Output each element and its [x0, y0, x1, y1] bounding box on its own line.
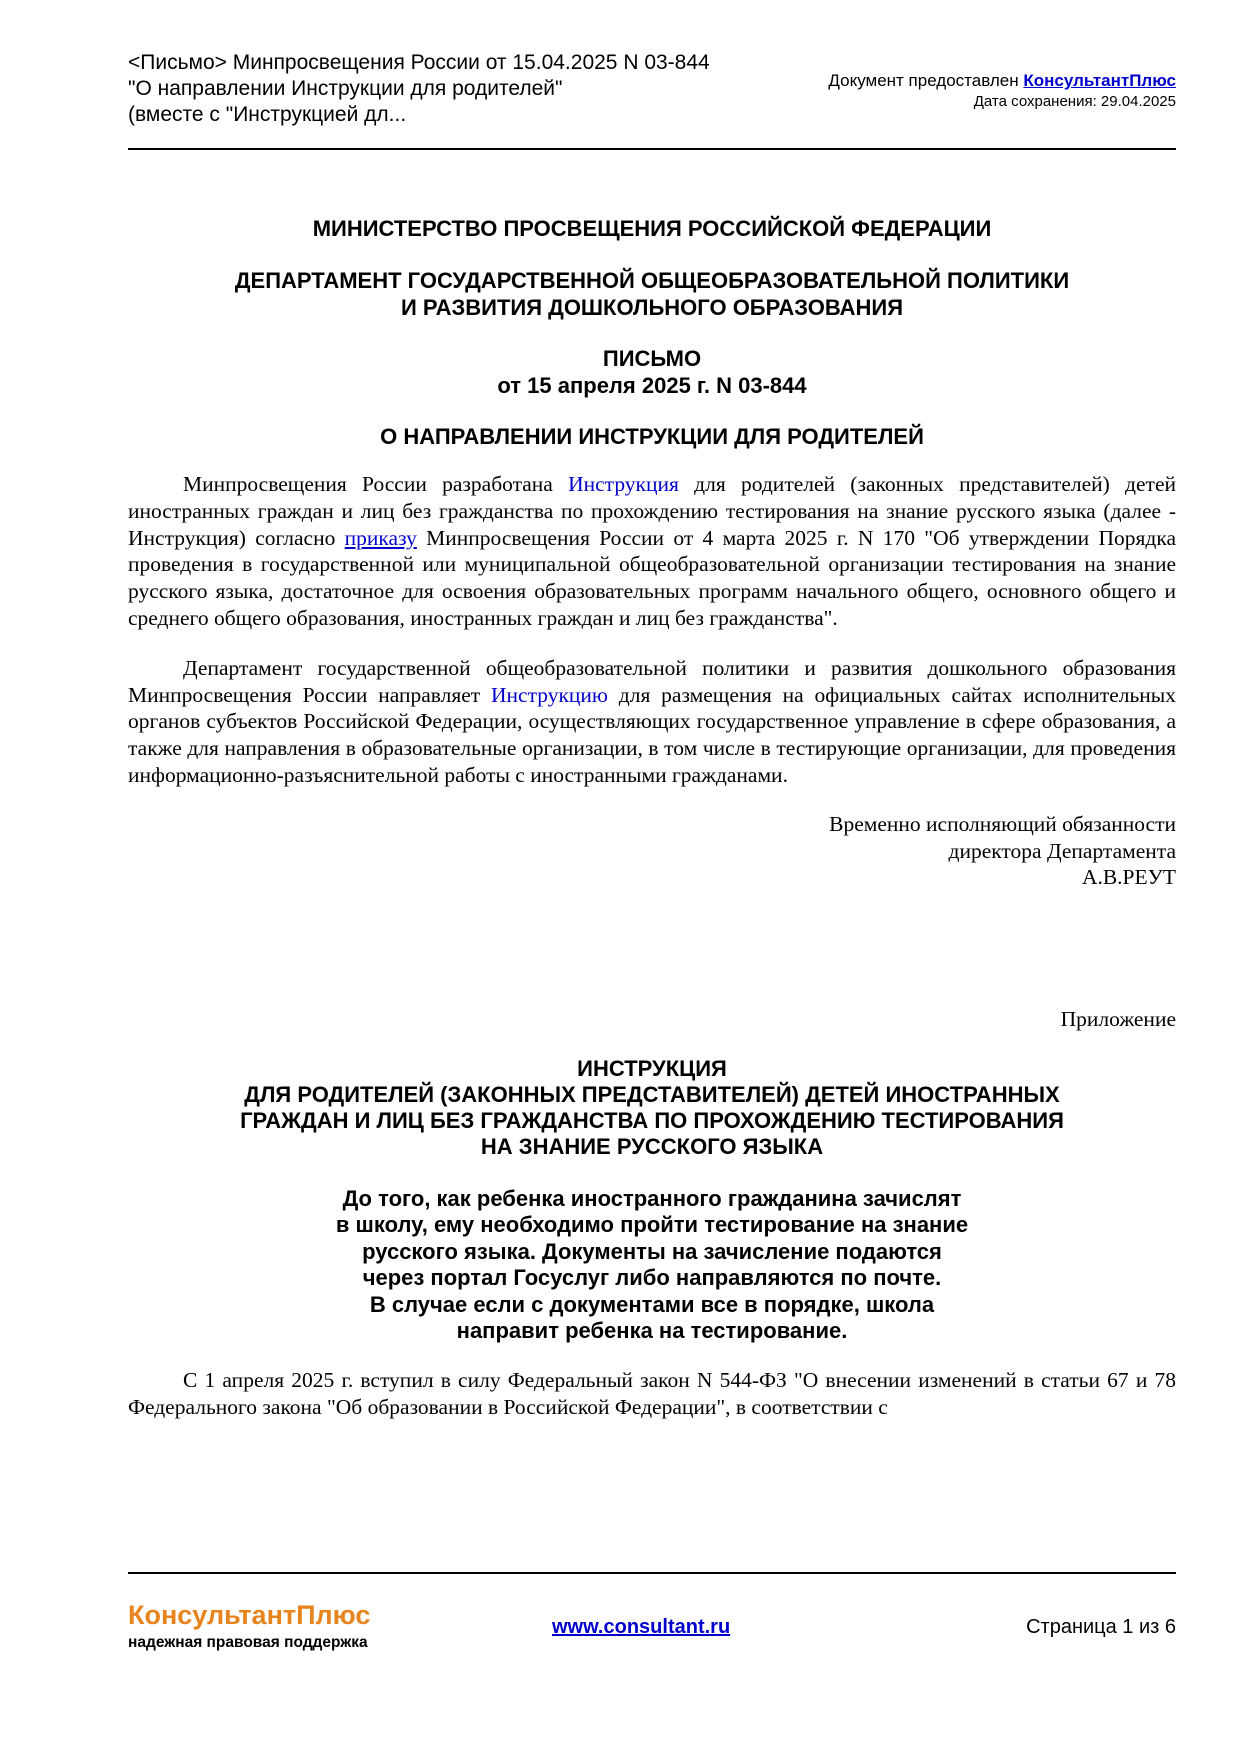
brand-logo: КонсультантПлюс [128, 1600, 371, 1630]
paragraph-text: для родителей (законных представителей) детей иностранных граждан и лиц без гражданства по прохождению тестирования на знание русского языка (далее - Инструкция) согласно [128, 472, 1176, 550]
brand-tagline: надежная правовая поддержка [128, 1634, 368, 1651]
letter-date: от 15 апреля 2025 г. N 03-844 [497, 373, 807, 398]
paragraph-text: Департамент государственной общеобразовательной политики и развития дошкольного образования Минпросвещения России направляет [128, 655, 1176, 707]
paragraph-2 [128, 655, 1176, 789]
provider-info [828, 70, 1176, 112]
letter-subject: О НАПРАВЛЕНИИ ИНСТРУКЦИИ ДЛЯ РОДИТЕЛЕЙ [380, 424, 924, 449]
paragraph-3: С 1 апреля 2025 г. вступил в силу Федеральный закон N 544-ФЗ "О внесении изменений в статьи 67 и 78 Федерального закона "Об образовании в Российской Федерации", в соответствии с [128, 1367, 1176, 1419]
instruction-title [128, 1056, 1176, 1160]
instruction-link[interactable]: Инструкцию [491, 682, 608, 707]
appendix-label: Приложение [1060, 1007, 1176, 1032]
instruction-title-line: ГРАЖДАН И ЛИЦ БЕЗ ГРАЖДАНСТВА ПО ПРОХОЖДЕНИЮ ТЕСТИРОВАНИЯ [240, 1107, 1064, 1133]
order-link[interactable]: приказу [344, 525, 417, 550]
footer-divider [128, 1572, 1176, 1574]
document-body [128, 215, 1176, 1421]
signer-name: А.В.РЕУТ [1081, 865, 1176, 890]
page-number: Страница 1 из 6 [1026, 1616, 1176, 1638]
ministry-heading: МИНИСТЕРСТВО ПРОСВЕЩЕНИЯ РОССИЙСКОЙ ФЕДЕРАЦИИ [312, 216, 992, 241]
department-heading-line: ДЕПАРТАМЕНТ ГОСУДАРСТВЕННОЙ ОБЩЕОБРАЗОВАТЕЛЬНОЙ ПОЛИТИКИ [234, 268, 1070, 293]
signature-block [128, 811, 1176, 891]
intro-line: через портал Госуслуг либо направляются по почте. [362, 1265, 942, 1291]
intro-line: в школу, ему необходимо пройти тестирование на знание [335, 1212, 969, 1238]
letter-label: ПИСЬМО [602, 346, 702, 371]
department-heading [128, 267, 1176, 321]
instruction-link[interactable]: Инструкция [568, 472, 679, 496]
intro-line: До того, как ребенка иностранного гражданина зачислят [342, 1185, 962, 1211]
provided-by-label: Документ предоставлен [828, 71, 1019, 90]
intro-line: В случае если с документами все в порядке, школа [369, 1291, 935, 1317]
instruction-intro [128, 1186, 1176, 1345]
document-footer [128, 1600, 1176, 1660]
paragraph-1 [128, 471, 1176, 632]
provider-link[interactable]: КонсультантПлюс [1023, 71, 1176, 90]
provided-by-line [828, 70, 1176, 92]
signature-line: директора Департамента [948, 838, 1176, 863]
instruction-title-line: НА ЗНАНИЕ РУССКОГО ЯЗЫКА [480, 1133, 824, 1159]
website-link[interactable]: www.consultant.ru [552, 1616, 731, 1638]
department-heading-line: И РАЗВИТИЯ ДОШКОЛЬНОГО ОБРАЗОВАНИЯ [400, 295, 904, 320]
instruction-title-line: ДЛЯ РОДИТЕЛЕЙ (ЗАКОННЫХ ПРЕДСТАВИТЕЛЕЙ) ДЕТЕЙ ИНОСТРАННЫХ [244, 1081, 1060, 1107]
header-divider [128, 148, 1176, 150]
paragraph-text: для размещения на официальных сайтах исполнительных органов субъектов Российской Федерации, осуществляющих государственное управление в сфере образования, а также для направления в образовательные организации, в том числе в тестирующие организации, для проведения информационно-разъяснительной работы с иностранными гражданами. [128, 682, 1177, 787]
document-title [128, 50, 768, 128]
save-date: Дата сохранения: 29.04.2025 [973, 93, 1176, 110]
paragraph-text: Минпросвещения России от 4 марта 2025 г. N 170 "Об утверждении Порядка проведения в государственной или муниципальной общеобразовательной организации тестирования на знание русского языка, достаточное для освоения образовательных программ начального общего, основного общего и среднего общего образования, иностранных граждан и лиц без гражданства". [128, 525, 1176, 630]
intro-line: русского языка. Документы на зачисление подаются [362, 1238, 942, 1264]
document-title-line: "О направлении Инструкции для родителей" [128, 77, 563, 100]
instruction-title-line: ИНСТРУКЦИЯ [577, 1055, 727, 1081]
document-header [128, 50, 1176, 150]
document-title-line: (вместе с "Инструкцией дл... [128, 103, 407, 126]
paragraph-text: Минпросвещения России разработана [183, 472, 569, 496]
intro-line: направит ребенка на тестирование. [456, 1318, 848, 1344]
letter-heading [128, 345, 1176, 399]
signature-line: Временно исполняющий обязанности [829, 811, 1176, 836]
document-title-line: <Письмо> Минпросвещения России от 15.04.2025 N 03-844 [128, 51, 710, 74]
